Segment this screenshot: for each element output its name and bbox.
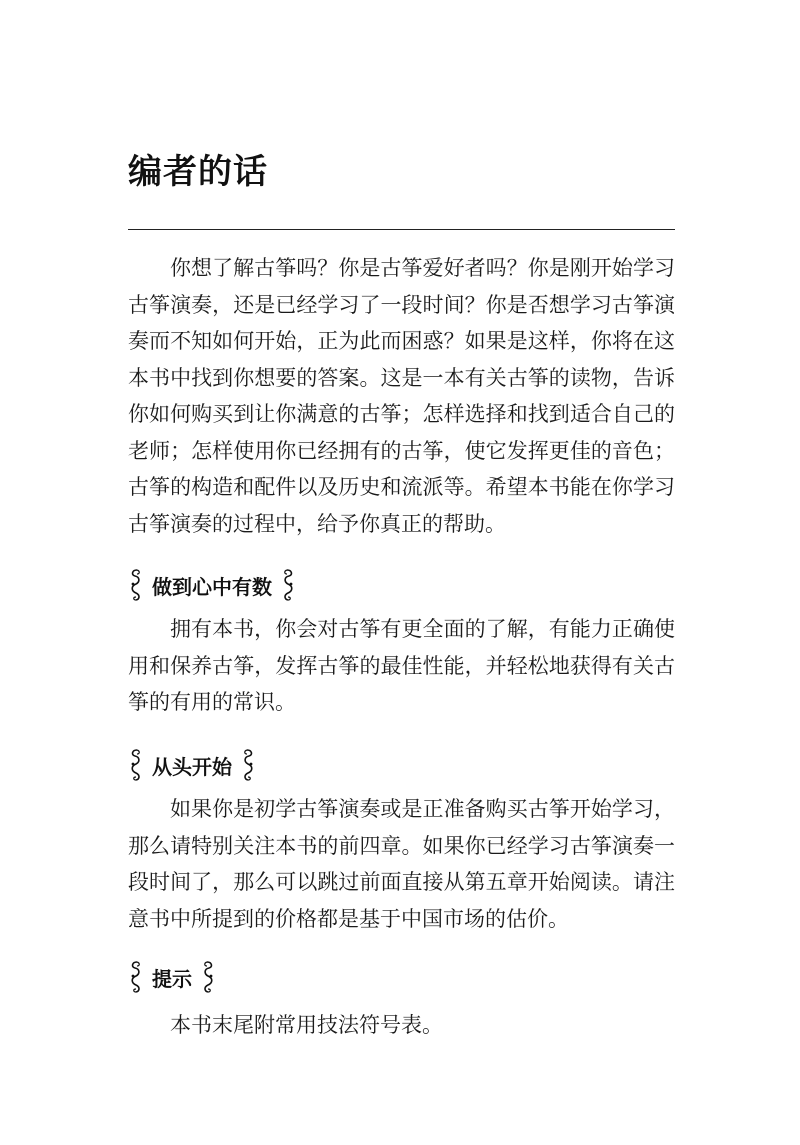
page-title: 编者的话: [128, 152, 268, 192]
section-heading-text: 从头开始: [152, 754, 232, 779]
scroll-ornament-left-icon: [128, 568, 144, 602]
section-paragraph-know-what-you-need: 拥有本书，你会对古筝有更全面的了解，有能力正确使用和保养古筝，发挥古筝的最佳性能，并轻松地获得有关古筝的有用的常识。: [128, 617, 675, 714]
scroll-ornament-left-icon: [128, 748, 144, 782]
intro-paragraph: 你想了解古筝吗？你是古筝爱好者吗？你是刚开始学习古筝演奏，还是已经学习了一段时间？你是否想学习古筝演奏而不知如何开始，正为此而困惑？如果是这样，你将在这本书中找到你想要的答案。这是一本有关古筝的读物，告诉你如何购买到让你满意的古筝；怎样选择和找到适合自己的老师；怎样使用你已经拥有的古筝，使它发挥更佳的音色；古筝的构造和配件以及历史和流派等。希望本书能在你学习古筝演奏的过程中，给予你真正的帮助。: [128, 256, 675, 536]
scroll-ornament-left-icon: [128, 960, 144, 994]
section-heading-text: 提示: [152, 966, 192, 991]
section-heading-text: 做到心中有数: [152, 574, 272, 599]
scroll-ornament-right-icon: [200, 960, 216, 994]
section-paragraph-start-from-scratch: 如果你是初学古筝演奏或是正准备购买古筝开始学习，那么请特别关注本书的前四章。如果你已经学习古筝演奏一段时间了，那么可以跳过前面直接从第五章开始阅读。请注意书中所提到的价格都是基于中国市场的估价。: [128, 797, 675, 931]
section-paragraph-tip: 本书末尾附常用技法符号表。: [170, 1013, 443, 1037]
section-heading-start-from-scratch: [128, 745, 256, 785]
scroll-ornament-right-icon: [280, 568, 296, 602]
scroll-ornament-right-icon: [240, 748, 256, 782]
section-heading-know-what-you-need: [128, 565, 296, 605]
title-divider: [128, 229, 675, 230]
section-heading-tip: [128, 957, 216, 997]
